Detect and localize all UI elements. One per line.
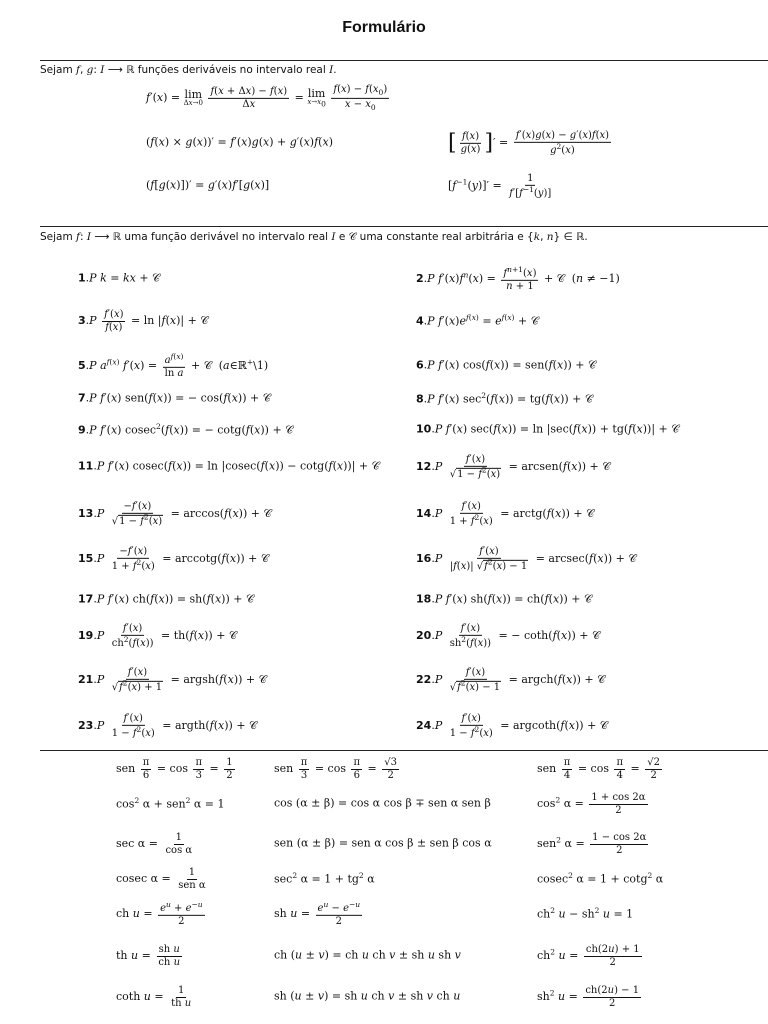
page-title: Formulário [342, 19, 426, 36]
product-rule: (f(x) × g(x))′ = f′(x)g(x) + g′(x)f(x) [146, 135, 333, 149]
primitive-13: 13.P $\frac{-f'(x)}{√1 - f^2(x)}$ = arccos(f(x)) + 𝒞 [78, 500, 272, 527]
identity-pythagorean: $\cos^2 \alpha + sen^2$ α = 1 [116, 795, 225, 811]
inverse-rule: $[f^{-1}(y)]'$ = $\frac{1}{f'[f^{-1}(y)]}$ [448, 172, 552, 199]
primitive-20: 20.P $\frac{f'(x)}{sh^2(f(x))}$ = − coth(f(x)) + 𝒞 [416, 622, 600, 649]
primitive-14: 14.P $\frac{f'(x)}{1 + f^2(x)}$ = arctg(f(x)) + 𝒞 [416, 500, 595, 527]
identity-sec: sec α = $\frac{1}{\text{cos α}}$ [116, 832, 193, 856]
primitive-18: 18.P f′(x) sh(f(x)) = ch(f(x)) + 𝒞 [416, 592, 592, 606]
identity-sen-pi3: sen $\frac{\pi}{3}$ = cos $\frac{\pi}{6}$ = $\frac{√3}{2}$ [274, 757, 397, 781]
primitive-11: 11.P f′(x) cosec(f(x)) = ln |cosec(f(x)) − cotg(f(x))| + 𝒞 [78, 459, 380, 473]
derivative-definition: f′(x) = lim Δx→0 $\frac{f(x + \Delta x) - f(x)}{\Delta x}$ = lim $x\to x_0$ $\frac{f(x) - f(x_0)}{x - x_0}$ [146, 83, 388, 112]
divider [40, 60, 768, 61]
primitive-5: 5.P $a^{f(x)}$ f′(x) = $\frac{a^{f(x)}}{\text{ln a}}$ + 𝒞 (a∈ℝ+\1) [78, 351, 269, 379]
primitive-15: 15.P $\frac{-f'(x)}{1 + f^2(x)}$ = arccotg(f(x)) + 𝒞 [78, 545, 269, 572]
identity-ch: ch u = $\frac{e^u + e^{-u}}{2}$ [116, 899, 203, 927]
primitive-9: 9.P f′(x) cosec$^2$(f(x)) = − cotg(f(x)) + 𝒞 [78, 421, 294, 437]
identity-ch-squared: $ch^2$ u = $\frac{ch(2u) + 1}{2}$ [537, 944, 640, 968]
primitive-8: 8.P f′(x) $\sec^2(f(x)) = tg(f(x))$ + 𝒞 [416, 390, 593, 406]
quotient-rule: [ $\frac{f(x)}{g(x)}$ ]′ = $\frac{f'(x)g(x) - g'(x)f(x)}{g^2(x)}$ [448, 129, 610, 156]
identity-sh-sum: sh (u ± v) = sh u ch v ± sh v ch u [274, 989, 461, 1003]
primitive-1: 1.P k = kx + 𝒞 [78, 271, 161, 285]
identity-cos-squared: $\cos^2 \alpha$ = $\frac{1 + \cos 2\alpha}{2}$ [537, 792, 646, 816]
primitive-17: 17.P f′(x) ch(f(x)) = sh(f(x)) + 𝒞 [78, 592, 254, 606]
identity-ch-sum: ch (u ± v) = ch u ch v ± sh u sh v [274, 948, 461, 962]
identity-sen-pi6: sen $\frac{\pi}{6}$ = cos $\frac{\pi}{3}$ = $\frac{1}{2}$ [116, 757, 233, 781]
identity-sen-pi4: sen $\frac{\pi}{4}$ = cos $\frac{\pi}{4}$ = $\frac{√2}{2}$ [537, 757, 660, 781]
primitive-10: 10.P f′(x) sec(f(x)) = ln |sec(f(x)) + tg(f(x))| + 𝒞 [416, 422, 680, 436]
identity-sh: sh u = $\frac{e^u - e^{-u}}{2}$ [274, 899, 361, 927]
identity-sec-squared: $\sec^2 \alpha = 1 + tg^2$ α [274, 870, 375, 886]
primitive-22: 22.P $\frac{f'(x)}{√f^2(x) - 1}$ = argch(f(x)) + 𝒞 [416, 666, 606, 693]
identity-sh-squared: $sh^2$ u = $\frac{ch(2u) - 1}{2}$ [537, 985, 640, 1009]
primitive-2: 2.P $f'(x)f^n(x)$ = $\frac{f^{n+1}(x)}{n + 1}$ + 𝒞 (n ≠ −1) [416, 264, 620, 292]
primitive-3: 3.P $\frac{f'(x)}{f(x)}$ = ln |f(x)| + 𝒞 [78, 309, 209, 333]
divider [40, 226, 768, 227]
primitive-4: 4.P $f'(x)e^{f(x)} = e^{f(x)}$ + 𝒞 [416, 312, 539, 328]
identity-sen-sum: sen (α ± β) = sen α cos β ± sen β cos α [274, 836, 492, 850]
identity-sen-squared: sen$^2$ α = $\frac{1 - \cos 2\alpha}{2}$ [537, 832, 647, 856]
primitive-21: 21.P $\frac{f'(x)}{√f^2(x) + 1}$ = argsh(f(x)) + 𝒞 [78, 666, 267, 693]
identity-cosec-squared: cosec$^2$ α = 1 + cotg$^2$ α [537, 870, 664, 886]
primitive-12: 12.P $\frac{f'(x)}{√1 - f^2(x)}$ = arcsen(f(x)) + 𝒞 [416, 453, 611, 480]
section2-intro: Sejam f: I ⟶ ℝ uma função derivável no intervalo real I e 𝒞 uma constante real arbitrária e {k, n} ∈ ℝ. [40, 231, 588, 243]
identity-coth: coth u = $\frac{1}{\text{th u}}$ [116, 985, 192, 1009]
primitive-16: 16.P $\frac{f'(x)}{|f(x)| √f^2(x) - 1}$ = arcsec(f(x)) + 𝒞 [416, 545, 637, 572]
primitive-7: 7.P f′(x) sen(f(x)) = − cos(f(x)) + 𝒞 [78, 391, 271, 405]
identity-cosec: cosec α = $\frac{1}{\text{sen α}}$ [116, 867, 206, 891]
identity-th: th u = $\frac{\text{sh u}}{\text{ch u}}$ [116, 944, 181, 968]
primitive-24: 24.P $\frac{f'(x)}{1 - f^2(x)}$ = argcoth(f(x)) + 𝒞 [416, 712, 608, 739]
primitive-23: 23.P $\frac{f'(x)}{1 - f^2(x)}$ = argth(f(x)) + 𝒞 [78, 712, 258, 739]
identity-hyperbolic-pythagorean: $ch^2$ $u - sh^2$ u = 1 [537, 905, 634, 921]
identity-cos-sum: cos (α ± β) = cos α cos β ∓ sen α sen β [274, 796, 491, 810]
section1-intro: Sejam f, g: I ⟶ ℝ funções deriváveis no intervalo real I. [40, 64, 337, 76]
divider [40, 750, 768, 751]
chain-rule: (f[g(x)])′ = g′(x)f′[g(x)] [146, 178, 270, 192]
primitive-19: 19.P $\frac{f'(x)}{ch^2(f(x))}$ = th(f(x)) + 𝒞 [78, 622, 237, 649]
primitive-6: 6.P f′(x) cos(f(x)) = sen(f(x)) + 𝒞 [416, 358, 596, 372]
